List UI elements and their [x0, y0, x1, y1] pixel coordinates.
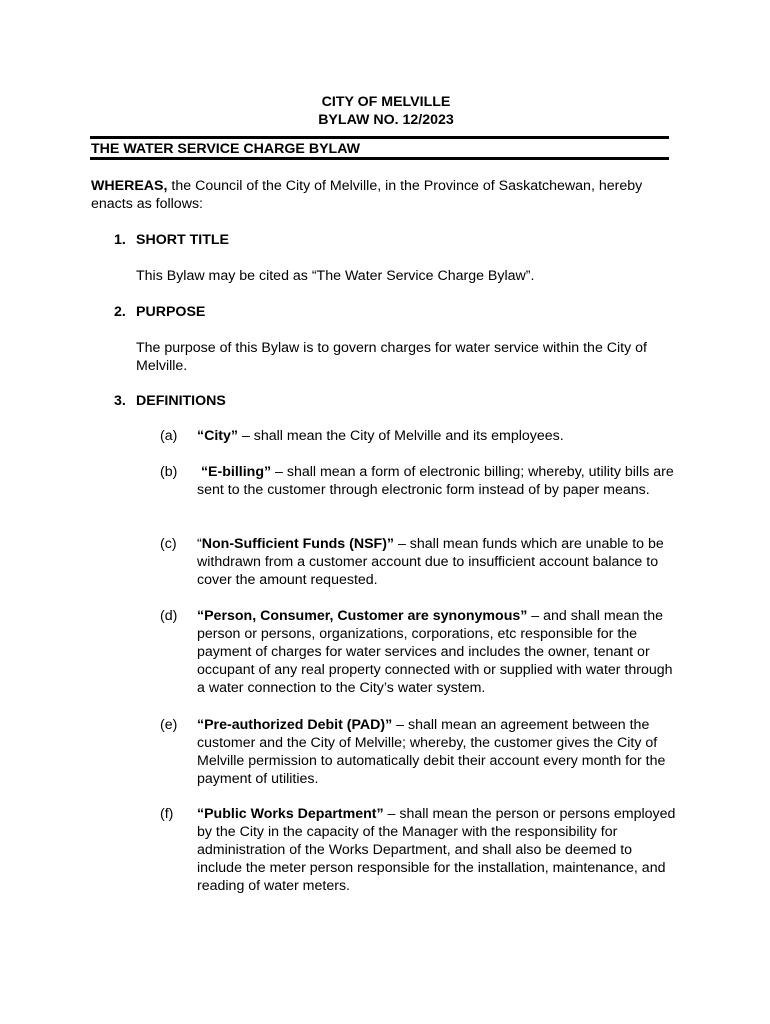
definition-letter: (e) [160, 717, 178, 733]
definition-text [197, 463, 680, 499]
whereas-clause [91, 177, 681, 213]
bylaw-title: THE WATER SERVICE CHARGE BYLAW [91, 141, 361, 157]
definition-text [197, 607, 680, 697]
section-body-short-title: This Bylaw may be cited as “The Water Service Charge Bylaw”. [136, 268, 535, 284]
whereas-text: the Council of the City of Melville, in the Province of Saskatchewan, hereby enacts as follows: [91, 178, 643, 212]
section-title: PURPOSE [136, 304, 206, 320]
definition-term: “Pre-authorized Debit (PAD)” [197, 717, 393, 733]
section-title: SHORT TITLE [136, 232, 230, 248]
definition-description: – shall mean a form of electronic billing; whereby, utility bills are sent to the customer through electronic form instead of by paper means. [197, 464, 674, 498]
section-number: 2. [114, 304, 126, 320]
definition-term: “Public Works Department” [197, 806, 384, 822]
definition-description: – shall mean the person or persons employed by the City in the capacity of the Manager with the responsibility for administration of the Works Department, and shall also be deemed to include the meter person responsible for the installation, maintenance, and reading of water meters. [197, 806, 676, 894]
section-heading-purpose [114, 303, 205, 321]
document-header [0, 94, 770, 129]
header-rule-bottom [90, 157, 669, 160]
section-heading-short-title [114, 231, 229, 249]
definition-text [197, 427, 680, 445]
definition-description: – shall mean the City of Melville and its employees. [238, 428, 564, 444]
section-title: DEFINITIONS [136, 393, 226, 409]
definition-description: – and shall mean the person or persons, organizations, corporations, etc responsible for the payment of charges for water services and includes the owner, tenant or occupant of any real property connected with or supplied with water through a water connection to the City’s water system. [197, 608, 673, 696]
city-name: CITY OF MELVILLE [321, 94, 451, 110]
definition-description: – shall mean an agreement between the customer and the City of Melville; whereby, the customer gives the City of Melville permission to automatically debit their account every month for the payment of utilities. [197, 717, 666, 787]
definition-term: Non-Sufficient Funds (NSF)” [201, 536, 395, 552]
definition-open-quote: “ [197, 536, 202, 552]
definition-letter: (a) [160, 428, 178, 444]
definition-term: “City” [197, 428, 238, 444]
section-heading-definitions [114, 392, 226, 410]
definition-text [197, 805, 680, 895]
section-number: 3. [114, 393, 126, 409]
definition-text [197, 535, 680, 589]
definition-letter: (d) [160, 608, 178, 624]
definition-letter: (b) [160, 464, 178, 480]
definition-letter: (f) [160, 806, 174, 822]
bylaw-number: BYLAW NO. 12/2023 [318, 111, 454, 128]
whereas-lead: WHEREAS, [91, 178, 168, 194]
definition-term: “Person, Consumer, Customer are synonymous” [197, 608, 528, 624]
definition-text [197, 716, 680, 788]
section-number: 1. [114, 232, 126, 248]
section-body-purpose: The purpose of this Bylaw is to govern charges for water service within the City of Melville. [136, 340, 647, 374]
header-rule-top [90, 136, 669, 139]
definition-description: – shall mean funds which are unable to be withdrawn from a customer account due to insufficient account balance to cover the amount requested. [197, 536, 664, 588]
definition-letter: (c) [160, 536, 177, 552]
definition-term: “E-billing” [197, 464, 272, 480]
